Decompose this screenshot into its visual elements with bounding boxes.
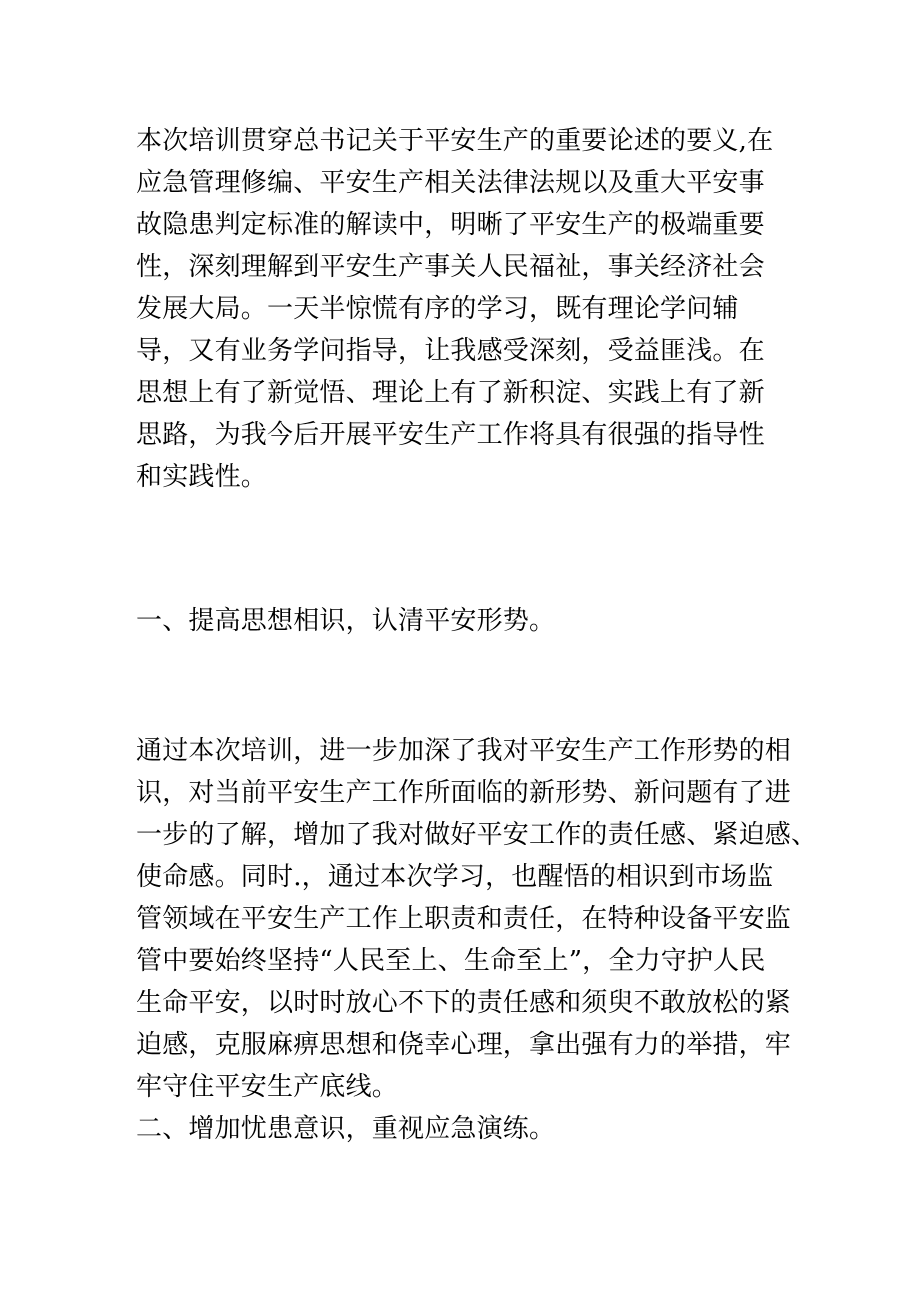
paragraph-line: 应急管理修编、平安生产相关法律法规以及重大平安事	[136, 168, 765, 198]
paragraph-line: 管领域在平安生产工作上职责和责任，在特种设备平安监	[136, 904, 792, 934]
paragraph-line: 发展大局。一天半惊慌有序的学习，既有理论学问辅	[136, 294, 739, 324]
paragraph-line: 故隐患判定标准的解读中，明晰了平安生产的极端重要	[136, 210, 765, 240]
paragraph-line: 和实践性。	[136, 462, 268, 492]
paragraph-line: 使命感。同时.，通过本次学习，也醒悟的相识到市场监	[136, 862, 774, 892]
paragraph-line: 思路，为我今后开展平安生产工作将具有很强的指导性	[136, 420, 765, 450]
paragraph-line: 生命平安，以时时放心不下的责任感和须臾不敢放松的紧	[136, 988, 792, 1018]
section-heading-2: 二、增加忧患意识，重视应急演练。	[136, 1114, 556, 1144]
paragraph-line: 迫感，克服麻痹思想和侥幸心理，拿出强有力的举措，牢	[136, 1030, 792, 1060]
paragraph-line: 牢守住平安生产底线。	[136, 1072, 399, 1102]
paragraph-line: 一步的了解，增加了我对做好平安工作的责任感、紧迫感、	[136, 820, 818, 850]
section-heading-1: 一、提高思想相识，认清平安形势。	[136, 606, 556, 636]
paragraph-line: 管中要始终坚持“人民至上、生命至上”，全力守护人民	[136, 946, 766, 976]
paragraph-line: 本次培训贯穿总书记关于平安生产的重要论述的要义,在	[136, 126, 774, 156]
paragraph-line: 通过本次培训，进一步加深了我对平安生产工作形势的相	[136, 736, 792, 766]
paragraph-line: 性，深刻理解到平安生产事关人民福祉，事关经济社会	[136, 252, 765, 282]
paragraph-line: 思想上有了新觉悟、理论上有了新积淀、实践上有了新	[136, 378, 765, 408]
paragraph-line: 识，对当前平安生产工作所面临的新形势、新问题有了进	[136, 778, 792, 808]
paragraph-line: 导，又有业务学问指导，让我感受深刻，受益匪浅。在	[136, 336, 765, 366]
